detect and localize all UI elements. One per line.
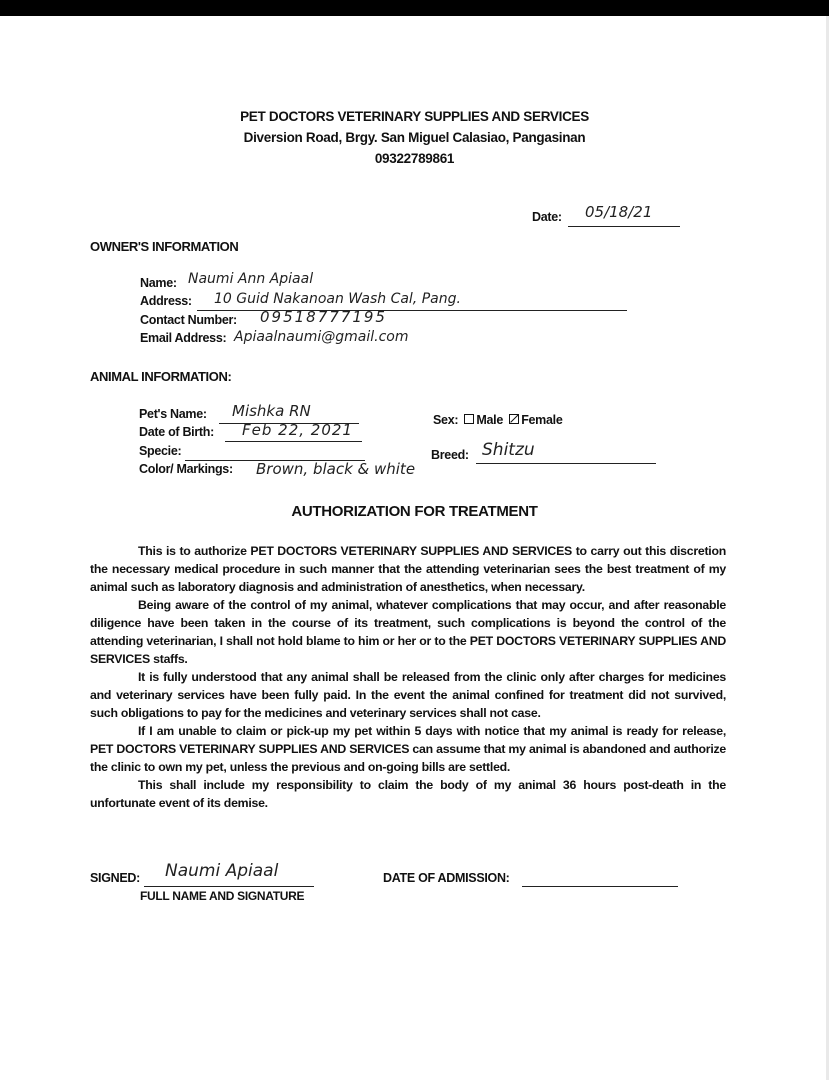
date-label: Date: (532, 210, 562, 224)
owner-email-value: Apiaalnaumi@gmail.com (234, 329, 409, 345)
business-name: PET DOCTORS VETERINARY SUPPLIES AND SERVICES (240, 109, 589, 124)
authorization-paragraph: This shall include my responsibility to claim the body of my animal 36 hours post-death in the unfortunate event of its demise. (90, 778, 726, 810)
breed-label: Breed: (431, 448, 469, 462)
authorization-body (90, 542, 726, 812)
authorization-paragraph: Being aware of the control of my animal, whatever complications that may occur, and after reasonable diligence have been taken in the course of its treatment, such complications is beyond the control of the attending veterinarian, I shall not hold blame to him or her or to the PET DOCTORS VETERINARY SUPPLIES AND SERVICES staffs. (90, 598, 726, 666)
admission-label: DATE OF ADMISSION: (383, 871, 510, 885)
sex-male-checkbox[interactable] (464, 414, 474, 424)
sex-male-label: Male (476, 413, 503, 427)
breed-value: Shitzu (482, 440, 535, 460)
owner-contact-value: 09518777195 (260, 308, 387, 326)
signature-caption: FULL NAME AND SIGNATURE (140, 889, 305, 903)
authorization-paragraph: It is fully understood that any animal shall be released from the clinic only after charges for medicines and veterinary services have been fully paid. In the event the animal confined for treatment did not survived, such obligations to pay for the medicines and veterinary services shall not case. (90, 670, 726, 720)
specie-label: Specie: (139, 444, 182, 458)
authorization-title: AUTHORIZATION FOR TREATMENT (291, 503, 538, 520)
scan-top-border (0, 0, 829, 16)
sex-label: Sex: (433, 413, 459, 427)
sex-female-label: Female (521, 413, 563, 427)
authorization-paragraph: If I am unable to claim or pick-up my pet within 5 days with notice that my animal is ready for release, PET DOCTORS VETERINARY SUPPLIES AND SERVICES can assume that my animal is abandoned and authorize the clinic to own my pet, unless the previous and on-going bills are settled. (90, 724, 726, 774)
dob-value: Feb 22, 2021 (242, 421, 353, 439)
animal-section-title: ANIMAL INFORMATION: (90, 369, 232, 384)
authorization-paragraph: This is to authorize PET DOCTORS VETERINARY SUPPLIES AND SERVICES to carry out this discretion the necessary medical procedure in such manner that the attending veterinarian sees the best treatment of my animal such as laboratory diagnosis and administration of anesthetics, when necessary. (90, 544, 726, 594)
owner-name-label: Name: (140, 276, 177, 290)
signature-value: Naumi Apiaal (165, 861, 279, 881)
owner-contact-label: Contact Number: (140, 313, 237, 327)
business-address: Diversion Road, Brgy. San Miguel Calasiao, Pangasinan (243, 130, 586, 145)
sex-field (433, 413, 562, 427)
owner-address-value: 10 Guid Nakanoan Wash Cal, Pang. (214, 291, 461, 307)
signed-label: SIGNED: (90, 871, 140, 885)
admission-line (522, 886, 678, 887)
pet-name-label: Pet's Name: (139, 407, 207, 421)
owner-address-label: Address: (140, 294, 192, 308)
owner-section-title: OWNER'S INFORMATION (90, 239, 239, 254)
signature-line (144, 886, 314, 887)
color-value: Brown, black & white (256, 460, 416, 478)
sex-female-checkbox[interactable] (509, 414, 519, 424)
date-value: 05/18/21 (585, 203, 653, 221)
owner-name-value: Naumi Ann Apiaal (188, 271, 314, 287)
color-label: Color/ Markings: (139, 462, 233, 476)
business-phone: 09322789861 (374, 151, 455, 166)
date-line (568, 226, 680, 227)
dob-label: Date of Birth: (139, 425, 214, 439)
owner-email-label: Email Address: (140, 331, 227, 345)
dob-line (225, 441, 362, 442)
pet-name-value: Mishka RN (232, 402, 311, 420)
breed-line (476, 463, 656, 464)
